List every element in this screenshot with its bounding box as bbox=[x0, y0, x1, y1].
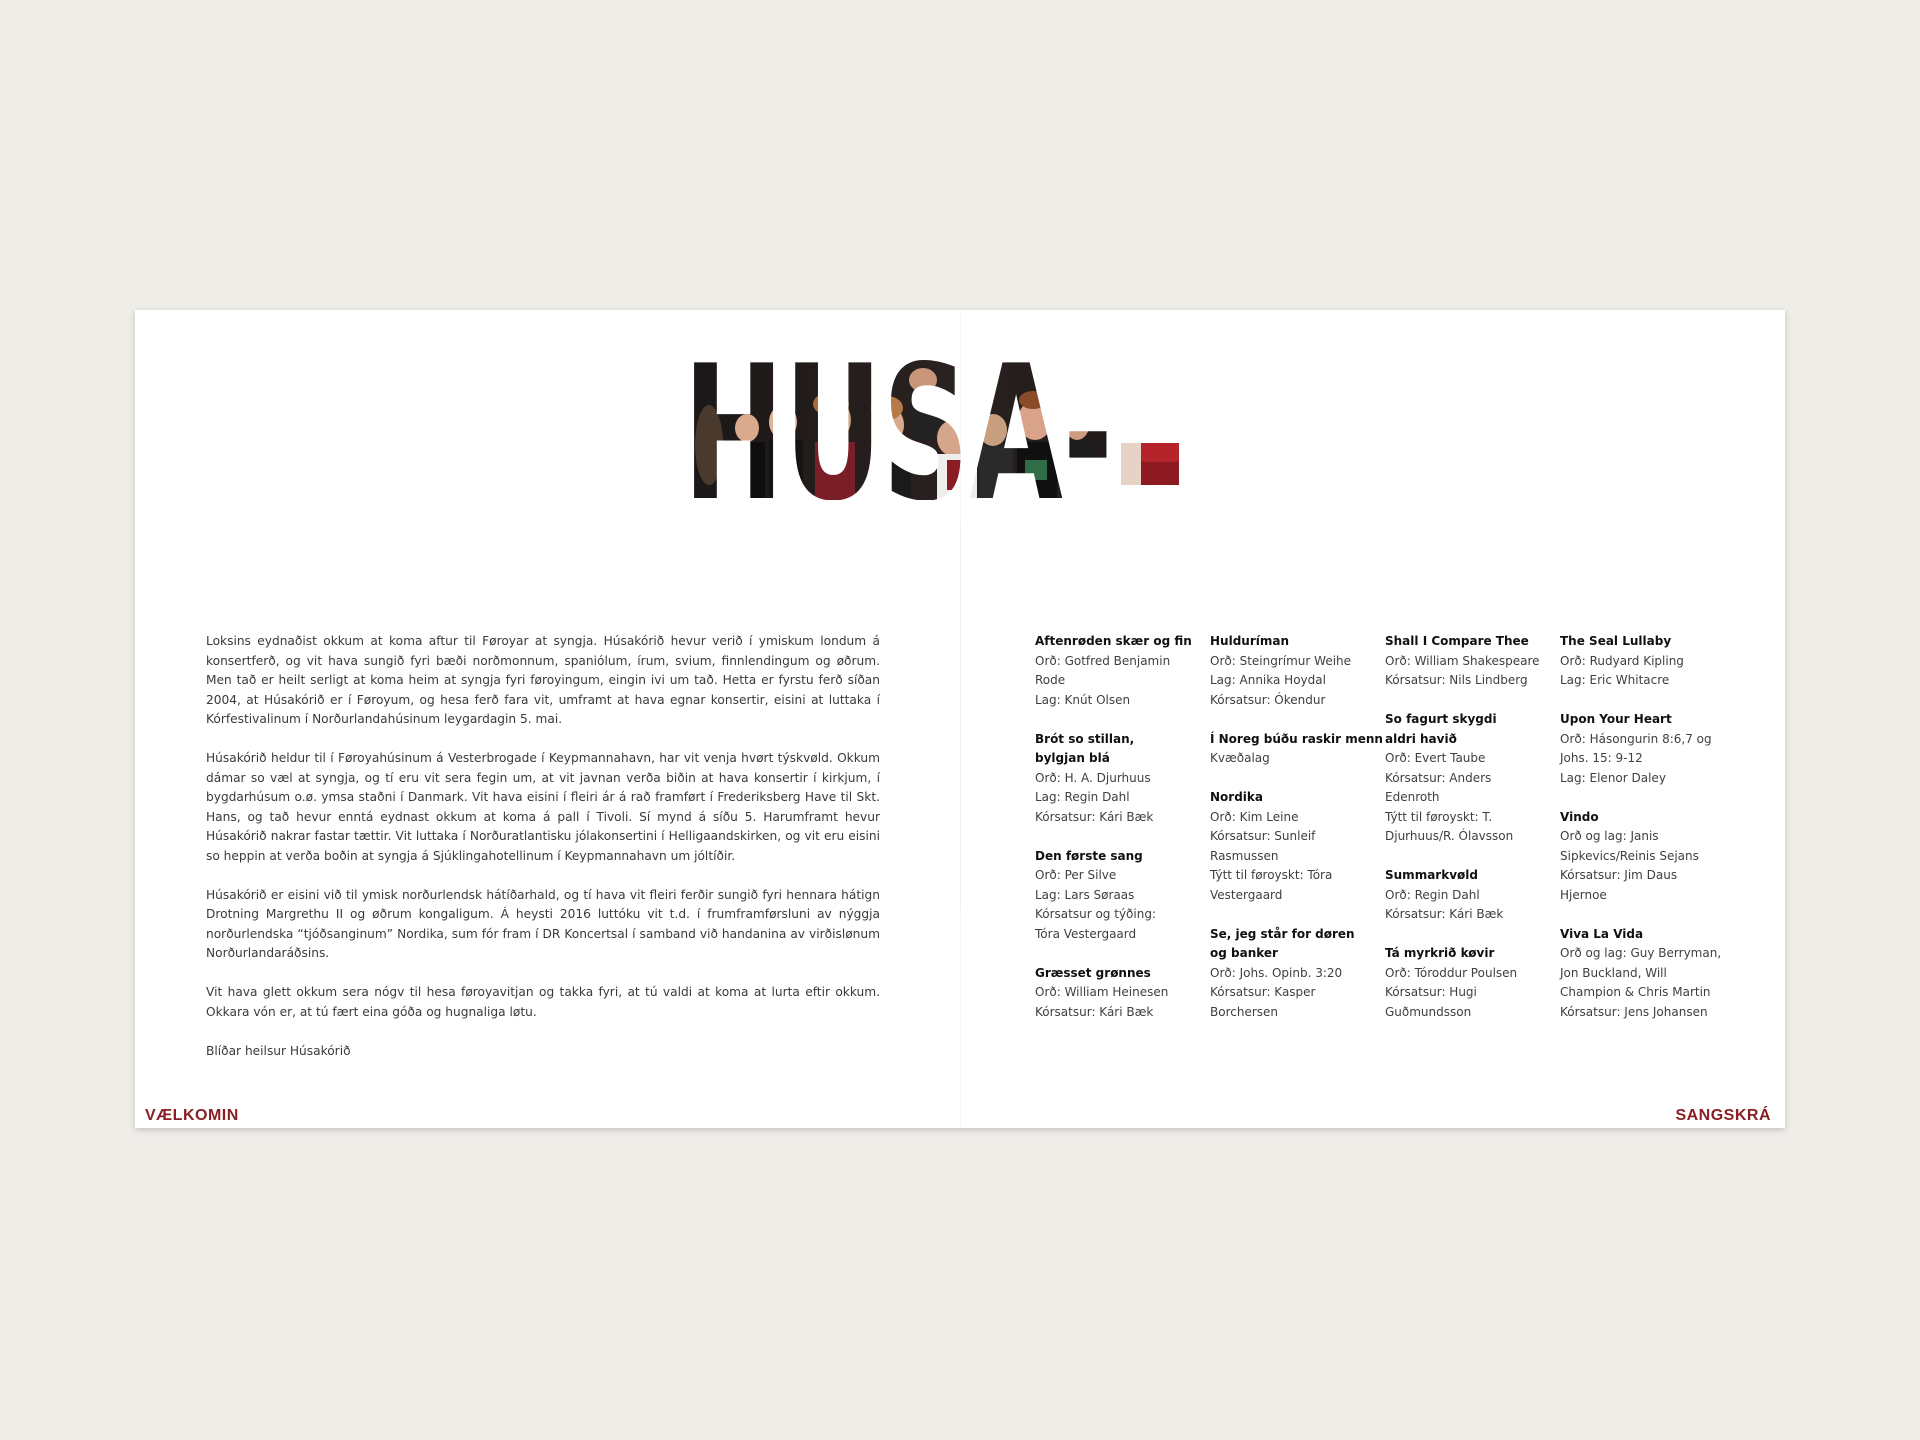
song-entry bbox=[1385, 710, 1560, 847]
song-credit: Orð: H. A. Djurhuus bbox=[1035, 770, 1151, 785]
song-credit: Edenroth bbox=[1385, 790, 1440, 804]
song-credit: Kórsatsur: Ókendur bbox=[1210, 692, 1326, 707]
intro-paragraph: Húsakórið er eisini við til ymisk norðurlendsk hátíðarhald, og tí hava vit fleiri ferðir sungið fyri hennara hátign Drotning Margrethu II og øðrum kongaligum. Á heysti 2016 luttóku vit t.d. í frumframførsluni av nýggja norðurlendska “tjóðsanginum” Nordika, sum fór fram í DR Koncertsal í samband við handanina av virðislønum Norðurlandaráðsins. bbox=[206, 887, 880, 960]
song-entry bbox=[1385, 632, 1560, 691]
song-title: Shall I Compare Thee bbox=[1385, 634, 1529, 648]
song-credit: Kórsatsur: Sunleif bbox=[1210, 829, 1316, 843]
song-credit: Rasmussen bbox=[1210, 848, 1279, 863]
song-credit: Týtt til føroyskt: Tóra bbox=[1210, 868, 1333, 882]
intro-paragraph: Loksins eydnaðist okkum at koma aftur til Føroyar at syngja. Húsakórið hevur verið í ymiskum londum á konsertferð, og vit hava sungið fyri bæði norðmonnum, spaniólum, írum, svium, finnlendingum og øðrum. Men tað er heilt serligt at koma heim at syngja fyri føroyingum, eingin ivi um tað. Hetta er fyrstu ferð síðan 2004, at Húsakórið er í Føroyum, og hesa ferð fara vit, umframt at hava egnar konsertir, eisini at luttaka í Kórfestivalinum í Norðurlandahúsinum leygardagin 5. mai. bbox=[206, 634, 880, 726]
title-svg bbox=[675, 350, 1235, 500]
song-credit: Orð og lag: Guy Berryman, bbox=[1560, 946, 1722, 960]
song-credit: Kórsatsur: Kári Bæk bbox=[1385, 907, 1504, 921]
song-entry bbox=[1210, 730, 1385, 769]
song-credit: Orð: Evert Taube bbox=[1385, 751, 1486, 765]
song-credit: Tóra Vestergaard bbox=[1035, 926, 1137, 941]
song-title: Vindo bbox=[1560, 809, 1599, 824]
song-credit: Lag: Knút Olsen bbox=[1035, 692, 1131, 707]
title-photo-text bbox=[675, 350, 1235, 500]
song-program bbox=[1035, 632, 1755, 1042]
song-credit: Orð: Regin Dahl bbox=[1385, 887, 1480, 902]
song-credit: Jon Buckland, Will bbox=[1560, 965, 1667, 980]
song-credit: Kórsatsur og týðing: bbox=[1035, 907, 1156, 921]
intro-paragraph: Vit hava glett okkum sera nógv til hesa føroyavitjan og takka fyri, at tú valdi at koma at lurta eftir okkum. Okkara vón er, at tú fært eina góða og hugnaliga løtu. bbox=[206, 985, 880, 1019]
song-credit: Borchersen bbox=[1210, 1004, 1279, 1019]
song-credit: Lag: Annika Hoydal bbox=[1210, 673, 1326, 687]
song-entry bbox=[1385, 944, 1560, 1022]
song-title: og banker bbox=[1210, 946, 1278, 960]
song-title: bylgjan blá bbox=[1035, 751, 1110, 765]
song-title: Den første sang bbox=[1035, 848, 1143, 863]
song-credit: Orð: Tóroddur Poulsen bbox=[1385, 965, 1518, 980]
song-credit: Orð: Per Silve bbox=[1035, 868, 1117, 882]
song-title: Aftenrøden skær og fin bbox=[1035, 634, 1192, 648]
song-entry bbox=[1385, 866, 1560, 925]
song-credit: Champion & Chris Martin bbox=[1560, 985, 1711, 999]
song-credit: Kórsatsur: Jens Johansen bbox=[1560, 1004, 1708, 1019]
program-column bbox=[1385, 632, 1560, 1042]
song-credit: Orð: William Shakespeare bbox=[1385, 653, 1540, 668]
booklet-spread bbox=[135, 310, 1785, 1128]
song-credit: Orð: Hásongurin 8:6,7 og bbox=[1560, 731, 1712, 746]
song-title: Nordika bbox=[1210, 790, 1263, 804]
song-entry bbox=[1560, 808, 1735, 906]
song-title: Í Noreg búðu raskir menn bbox=[1210, 731, 1383, 746]
intro-paragraph: Húsakórið heldur til í Føroyahúsinum á Vesterbrogade í Keypmannahavn, har vit venja hvørt týskvøld. Okkum dámar so væl at syngja, og tí eru vit sera fegin um, at vit javnan verða biðin at hava konsertir í kirkjum, í bygdarhúsum o.ø. ymsa staðni í Danmark. Vit hava eisini í fleiri ár á rað framført í Frederiksberg Have til Skt. Hans, og tað hevur enntá eydnast okkum at koma á pall í Tivoli. Sí mynd á síðu 5. Harumframt hevur Húsakórið nakrar fastar tættir. Vit luttaka í Norðuratlantisku jólakonsertini í Helligaandskirken, og vit eru eisini so heppin at verða boðin at syngja á Sjúklingahotellinum í Keypmannahavn um jóltíðir. bbox=[206, 751, 880, 863]
song-credit: Djurhuus/R. Ólavsson bbox=[1385, 829, 1514, 843]
program-column bbox=[1035, 632, 1210, 1042]
song-credit: Hjernoe bbox=[1560, 887, 1607, 902]
song-title: Hulduríman bbox=[1210, 634, 1290, 648]
song-entry bbox=[1210, 632, 1385, 710]
song-entry bbox=[1035, 730, 1210, 828]
song-credit: Kórsatsur: Kasper bbox=[1210, 985, 1316, 999]
song-credit: Vestergaard bbox=[1210, 887, 1283, 902]
song-credit: Týtt til føroyskt: T. bbox=[1385, 809, 1493, 824]
song-credit: Orð: Rudyard Kipling bbox=[1560, 653, 1684, 668]
song-credit: Guðmundsson bbox=[1385, 1004, 1472, 1019]
song-entry bbox=[1560, 632, 1735, 691]
song-credit: Lag: Lars Søraas bbox=[1035, 887, 1135, 902]
song-credit: Orð: Gotfred Benjamin bbox=[1035, 653, 1171, 668]
song-credit: Kórsatsur: Kári Bæk bbox=[1035, 809, 1154, 824]
song-entry bbox=[1035, 964, 1210, 1023]
song-credit: Orð: Johs. Opinb. 3:20 bbox=[1210, 965, 1343, 980]
song-credit: Orð og lag: Janis bbox=[1560, 829, 1659, 843]
song-credit: Orð: Kim Leine bbox=[1210, 809, 1299, 824]
song-credit: Kórsatsur: Kári Bæk bbox=[1035, 1004, 1154, 1019]
footer-left-label: VÆLKOMIN bbox=[145, 1107, 239, 1124]
song-title: Brót so stillan, bbox=[1035, 731, 1135, 746]
song-credit: Orð: William Heinesen bbox=[1035, 985, 1169, 999]
song-title: Se, jeg står for døren bbox=[1210, 926, 1355, 941]
song-credit: Kórsatsur: Hugi bbox=[1385, 985, 1477, 999]
song-credit: Orð: Steingrímur Weihe bbox=[1210, 653, 1352, 668]
song-entry bbox=[1035, 847, 1210, 945]
intro-text bbox=[206, 632, 880, 1081]
song-title: Upon Your Heart bbox=[1560, 712, 1672, 726]
song-title: The Seal Lullaby bbox=[1560, 634, 1672, 648]
song-title: Tá myrkrið køvir bbox=[1385, 946, 1495, 960]
song-entry bbox=[1210, 925, 1385, 1023]
song-credit: Johs. 15: 9-12 bbox=[1560, 751, 1643, 765]
song-entry bbox=[1210, 788, 1385, 905]
song-credit: Lag: Elenor Daley bbox=[1560, 770, 1666, 785]
song-credit: Kvæðalag bbox=[1210, 751, 1270, 765]
song-title: Summarkvøld bbox=[1385, 868, 1478, 882]
song-credit: Lag: Regin Dahl bbox=[1035, 790, 1130, 804]
footer-right-label: SANGSKRÁ bbox=[1675, 1107, 1771, 1124]
song-credit: Lag: Eric Whitacre bbox=[1560, 673, 1670, 687]
program-column bbox=[1560, 632, 1735, 1042]
song-title: Viva La Vida bbox=[1560, 926, 1644, 941]
song-credit: Kórsatsur: Nils Lindberg bbox=[1385, 673, 1528, 687]
program-column bbox=[1210, 632, 1385, 1042]
signature-line: Blíðar heilsur Húsakórið bbox=[206, 1043, 351, 1058]
song-entry bbox=[1560, 925, 1735, 1023]
song-title: aldri havið bbox=[1385, 731, 1457, 746]
song-title: So fagurt skygdi bbox=[1385, 712, 1497, 726]
song-credit: Kórsatsur: Anders bbox=[1385, 770, 1492, 785]
song-credit: Kórsatsur: Jim Daus bbox=[1560, 868, 1678, 882]
song-credit: Rode bbox=[1035, 673, 1066, 687]
song-entry bbox=[1560, 710, 1735, 788]
song-title: Græsset grønnes bbox=[1035, 965, 1151, 980]
song-credit: Sipkevics/Reinis Sejans bbox=[1560, 848, 1699, 863]
song-entry bbox=[1035, 632, 1210, 710]
